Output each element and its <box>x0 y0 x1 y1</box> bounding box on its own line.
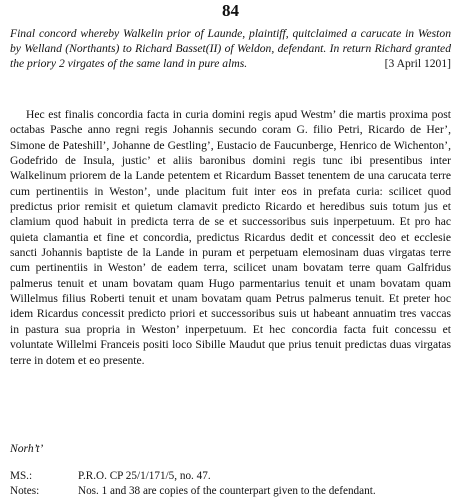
document-date: [3 April 1201] <box>384 57 451 71</box>
note-label: Notes: <box>10 484 40 497</box>
note-value: Nos. 1 and 38 are copies of the counterpart given to the defendant. <box>78 484 376 497</box>
note-ms <box>10 469 451 484</box>
document-summary <box>10 26 451 72</box>
summary-text: Final concord whereby Walkelin prior of Launde, plaintiff, quitclaimed a carucate in Weston by Welland (Northants) to Richard Basset(II) of Weldon, defendant. In return Richard granted the priory 2 virgates of the same land in pure alms. <box>10 27 451 71</box>
document-body: Hec est finalis concordia facta in curia domini regis apud Westm’ die martis proxima post octabas Pasche anno regni regis Johannis secundo coram G. filio Petri, Ricardo de Her’, Simone de Pateshill’, Johanne de Gestling’, Eustacio de Faucunberge, Henrico de Wichenton’, Godefrido de Insula, justic’ et aliis baronibus domini regis tunc ibi presentibus inter Walkelinum priorem de la Lande petentem et Ricardum Basset tenentem de una carucata terre cum pertinentiis in Weston’, unde placitum fuit inter eos in prefata curia: scilicet quod predictus prior remisit et quietum clamavit predicto Ricardo et heredibus suis totum jus et clamium quod habuit in predicta terra de se et successoribus suis inperpetuum. Et pro hac quieta clamantia et fine et concordia, predictus Ricardus dedit et concessit deo et ecclesie sancti Johannis baptiste de la Lande in puram et perpetuam elemosinam duas virgatas terre cum pertinentiis in Weston’ de eadem terra, scilicet unam bovatam terre quam Galfridus palmerus tenuit et unam bovatam quam Hugo parmentarius tenuit et unam bovatam quam Willelmus filius Roberti tenuit et unam bovatam quam Petrus palmerus tenuit. Et preter hoc idem Ricardus concessit predicto priori et successoribus suis ut habeant annuatim tres vaccas in pastura sua propria in Weston’ inperpetuum. Et hec concordia facta fuit concessu et voluntate Willelmi Franceis positi loco Sibille Maudut que prius tenuit predictas duas virgatas terre in dotem et eo presente. <box>10 108 451 367</box>
document-number: 84 <box>222 1 239 20</box>
note-label: MS.: <box>10 470 33 482</box>
document-page <box>10 0 451 501</box>
endorsement: Norh’t’ <box>10 442 44 455</box>
note-value: P.R.O. CP 25/1/171/5, no. 47. <box>78 470 211 482</box>
notes-section <box>10 469 451 498</box>
note-notes <box>10 484 451 499</box>
